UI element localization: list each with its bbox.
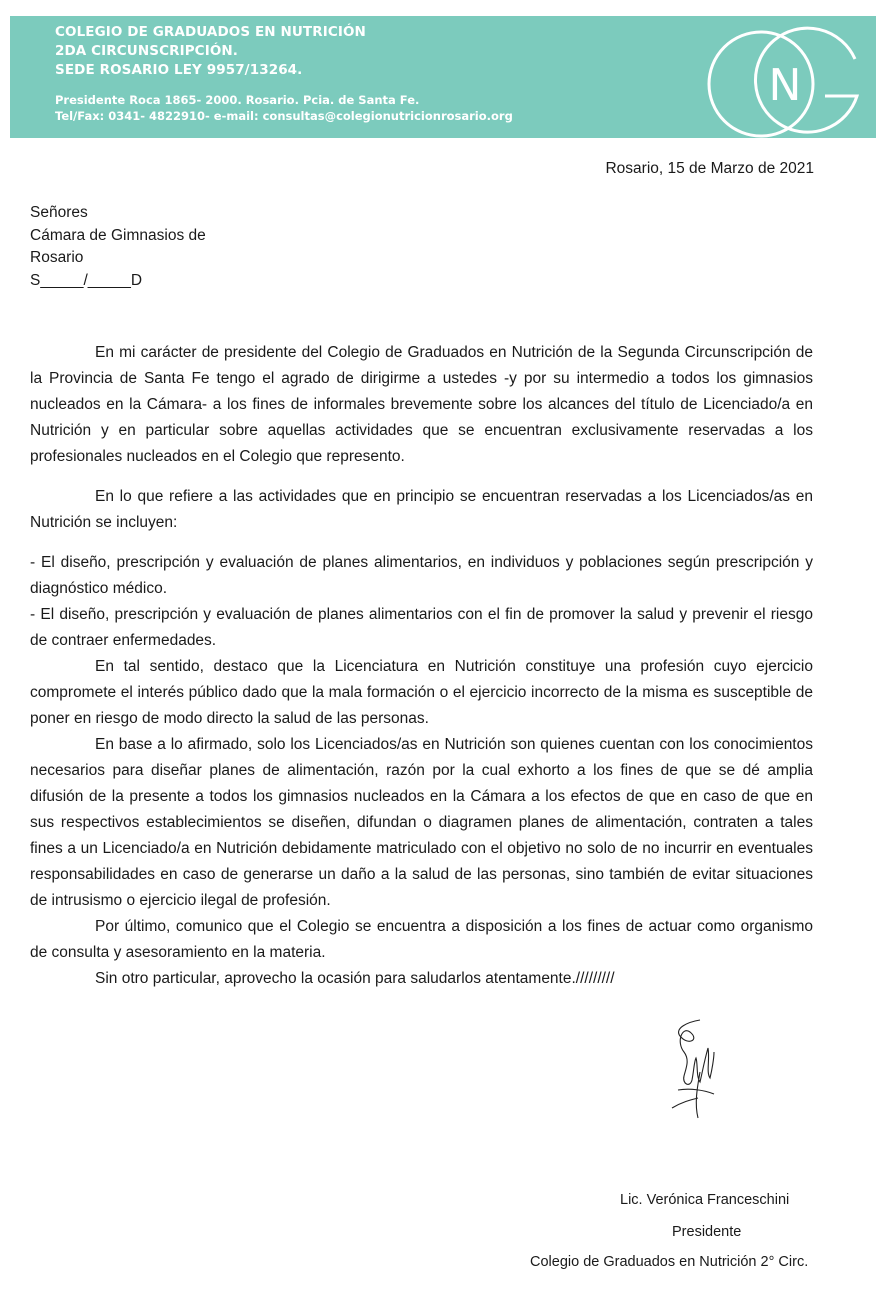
letterhead-law: SEDE ROSARIO LEY 9957/13264.: [55, 62, 303, 78]
letterhead-contact: Tel/Fax: 0341- 4822910- e-mail: consultas@colegionutricionrosario.org: [55, 109, 513, 123]
letter-date: Rosario, 15 de Marzo de 2021: [605, 160, 814, 177]
recipient-city: Rosario: [30, 249, 84, 266]
letterhead-band: [10, 16, 876, 138]
recipient-org: Cámara de Gimnasios de: [30, 226, 206, 244]
institution-logo: [705, 16, 865, 138]
letterhead-subtitle: 2DA CIRCUNSCRIPCIÓN.: [55, 43, 239, 59]
paragraph-closing: Sin otro particular, aprovecho la ocasión para saludarlos atentamente./////////: [95, 970, 615, 987]
paragraph-activities: En lo que refiere a las actividades que en principio se encuentran reservadas a los Licenciados/as en Nutrición se incluyen:: [30, 488, 813, 531]
paragraph-exhortation: En base a lo afirmado, solo los Licenciados/as en Nutrición son quienes cuentan con los conocimientos necesarios para diseñar planes de alimentación, razón por la cual exhorto a los fines de que se dé amplia difusión de la presente a todos los gimnasios nucleados en la Cámara a los efectos de que en caso de que en sus respectivos establecimientos se diseñen, difundan o diagramen planes de alimentación, contraten a tales fines a un Licenciado/a en Nutrición debidamente matriculado con el objetivo no solo de no incurrir en eventuales responsabilidades en caso de generarse un daño a la salud de las personas, sino también de evitar situaciones de intrusismo o ejercicio ilegal de profesión.: [30, 736, 813, 909]
logo-letter: N: [768, 60, 802, 111]
paragraph-profession: En tal sentido, destaco que la Licenciatura en Nutrición constituye una profesión cuyo ejercicio compromete el interés público dado que la mala formación o el ejercicio incorrecto de la misma es susceptible de poner en riesgo de modo directo la salud de las personas.: [30, 658, 813, 727]
letterhead-title: COLEGIO DE GRADUADOS EN NUTRICIÓN: [55, 24, 366, 40]
recipient-salutation: Señores: [30, 204, 88, 221]
letterhead-address: Presidente Roca 1865- 2000. Rosario. Pcia. de Santa Fe.: [55, 93, 420, 107]
letter-body: [30, 340, 813, 992]
list-item: - El diseño, prescripción y evaluación de planes alimentarios con el fin de promover la salud y prevenir el riesgo de contraer enfermedades.: [30, 606, 813, 649]
signatory-role: Presidente: [672, 1224, 742, 1240]
list-item: - El diseño, prescripción y evaluación de planes alimentarios, en individuos y poblaciones según prescripción y diagnóstico médico.: [30, 554, 813, 597]
recipient-sd: S_____/_____D: [30, 271, 143, 289]
handwritten-signature: [660, 1012, 730, 1122]
paragraph-availability: Por último, comunico que el Colegio se encuentra a disposición a los fines de actuar como organismo de consulta y asesoramiento en la materia.: [30, 918, 813, 961]
signatory-name: Lic. Verónica Franceschini: [620, 1192, 790, 1208]
signatory-institution: Colegio de Graduados en Nutrición 2° Circ.: [530, 1254, 809, 1270]
recipient-block: [30, 202, 206, 292]
paragraph-intro: En mi carácter de presidente del Colegio de Graduados en Nutrición de la Segunda Circunscripción de la Provincia de Santa Fe tengo el agrado de dirigirme a ustedes -y por su intermedio a todos los gimnasios nucleados en la Cámara- a los fines de informales brevemente sobre los alcances del título de Licenciado/a en Nutrición y en particular sobre aquellas actividades que se encuentran exclusivamente reservadas a los profesionales nucleados en el Colegio que represento.: [30, 344, 813, 465]
